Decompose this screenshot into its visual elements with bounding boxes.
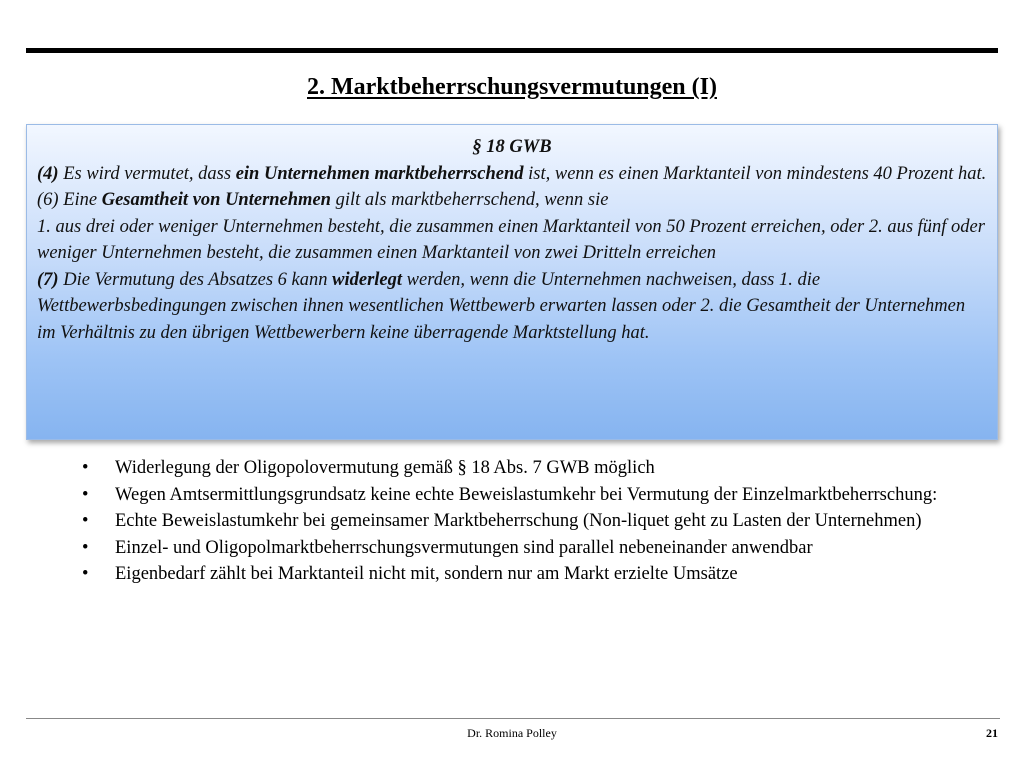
bullet-icon: •: [82, 537, 89, 558]
emphasis-widerlegt: widerlegt: [332, 269, 403, 290]
bullet-icon: •: [82, 564, 89, 584]
top-divider: [26, 48, 998, 53]
law-paragraph-6: (6) Eine Gesamtheit von Unternehmen gilt als marktbeherrschend, wenn sie: [37, 190, 609, 210]
list-item: • Einzel- und Oligopolmarktbeherrschungsvermutungen sind parallel nebeneinander anwendbar: [82, 535, 1002, 562]
bullet-icon: •: [82, 484, 89, 505]
page-number: 21: [986, 726, 998, 740]
list-item: • Wegen Amtsermittlungsgrundsatz keine echte Beweislastumkehr bei Vermutung der Einzelmarktbeherrschung:: [82, 482, 1002, 509]
list-item: • Eigenbedarf zählt bei Marktanteil nicht mit, sondern nur am Markt erzielte Umsätze: [82, 561, 1002, 588]
footer-author: Dr. Romina Polley: [467, 726, 557, 740]
bullet-list: [82, 455, 1002, 588]
slide-title: 2. Marktbeherrschungsvermutungen (I): [307, 74, 717, 100]
emphasis-gesamtheit: Gesamtheit von Unternehmen: [101, 190, 331, 210]
law-quote-box: [26, 124, 998, 440]
law-heading: § 18 GWB: [472, 137, 552, 157]
bullet-icon: •: [82, 458, 89, 478]
list-item: • Widerlegung der Oligopolovermutung gemäß § 18 Abs. 7 GWB möglich: [82, 455, 1002, 482]
bullet-icon: •: [82, 511, 89, 531]
paragraph-number-4: (4): [37, 163, 59, 184]
paragraph-number-7: (7): [37, 269, 59, 290]
law-paragraph-6-items: 1. aus drei oder weniger Unternehmen besteht, die zusammen einen Marktanteil von 50 Prozent erreichen, oder 2. aus fünf oder weniger Unternehmen besteht, die zusammen einen Marktanteil von zwei Dritteln erreichen: [37, 216, 985, 263]
footer-divider: [26, 718, 1000, 719]
law-paragraph-7: (7) Die Vermutung des Absatzes 6 kann widerlegt werden, wenn die Unternehmen nachweisen, dass 1. die Wettbewerbsbedingungen zwischen ihnen wesentlichen Wettbewerb erwarten lassen oder 2. die Gesamtheit der Unternehmen im Verhältnis zu den übrigen Wettbewerbern keine überragende Marktstellung hat.: [37, 269, 966, 343]
law-paragraph-4: (4) Es wird vermutet, dass ein Unternehmen marktbeherrschend ist, wenn es einen Marktanteil von mindestens 40 Prozent hat.: [37, 163, 987, 184]
emphasis-marktbeherrschend: ein Unternehmen marktbeherrschend: [235, 163, 524, 184]
list-item: • Echte Beweislastumkehr bei gemeinsamer Marktbeherrschung (Non-liquet geht zu Lasten der Unternehmen): [82, 508, 1002, 535]
